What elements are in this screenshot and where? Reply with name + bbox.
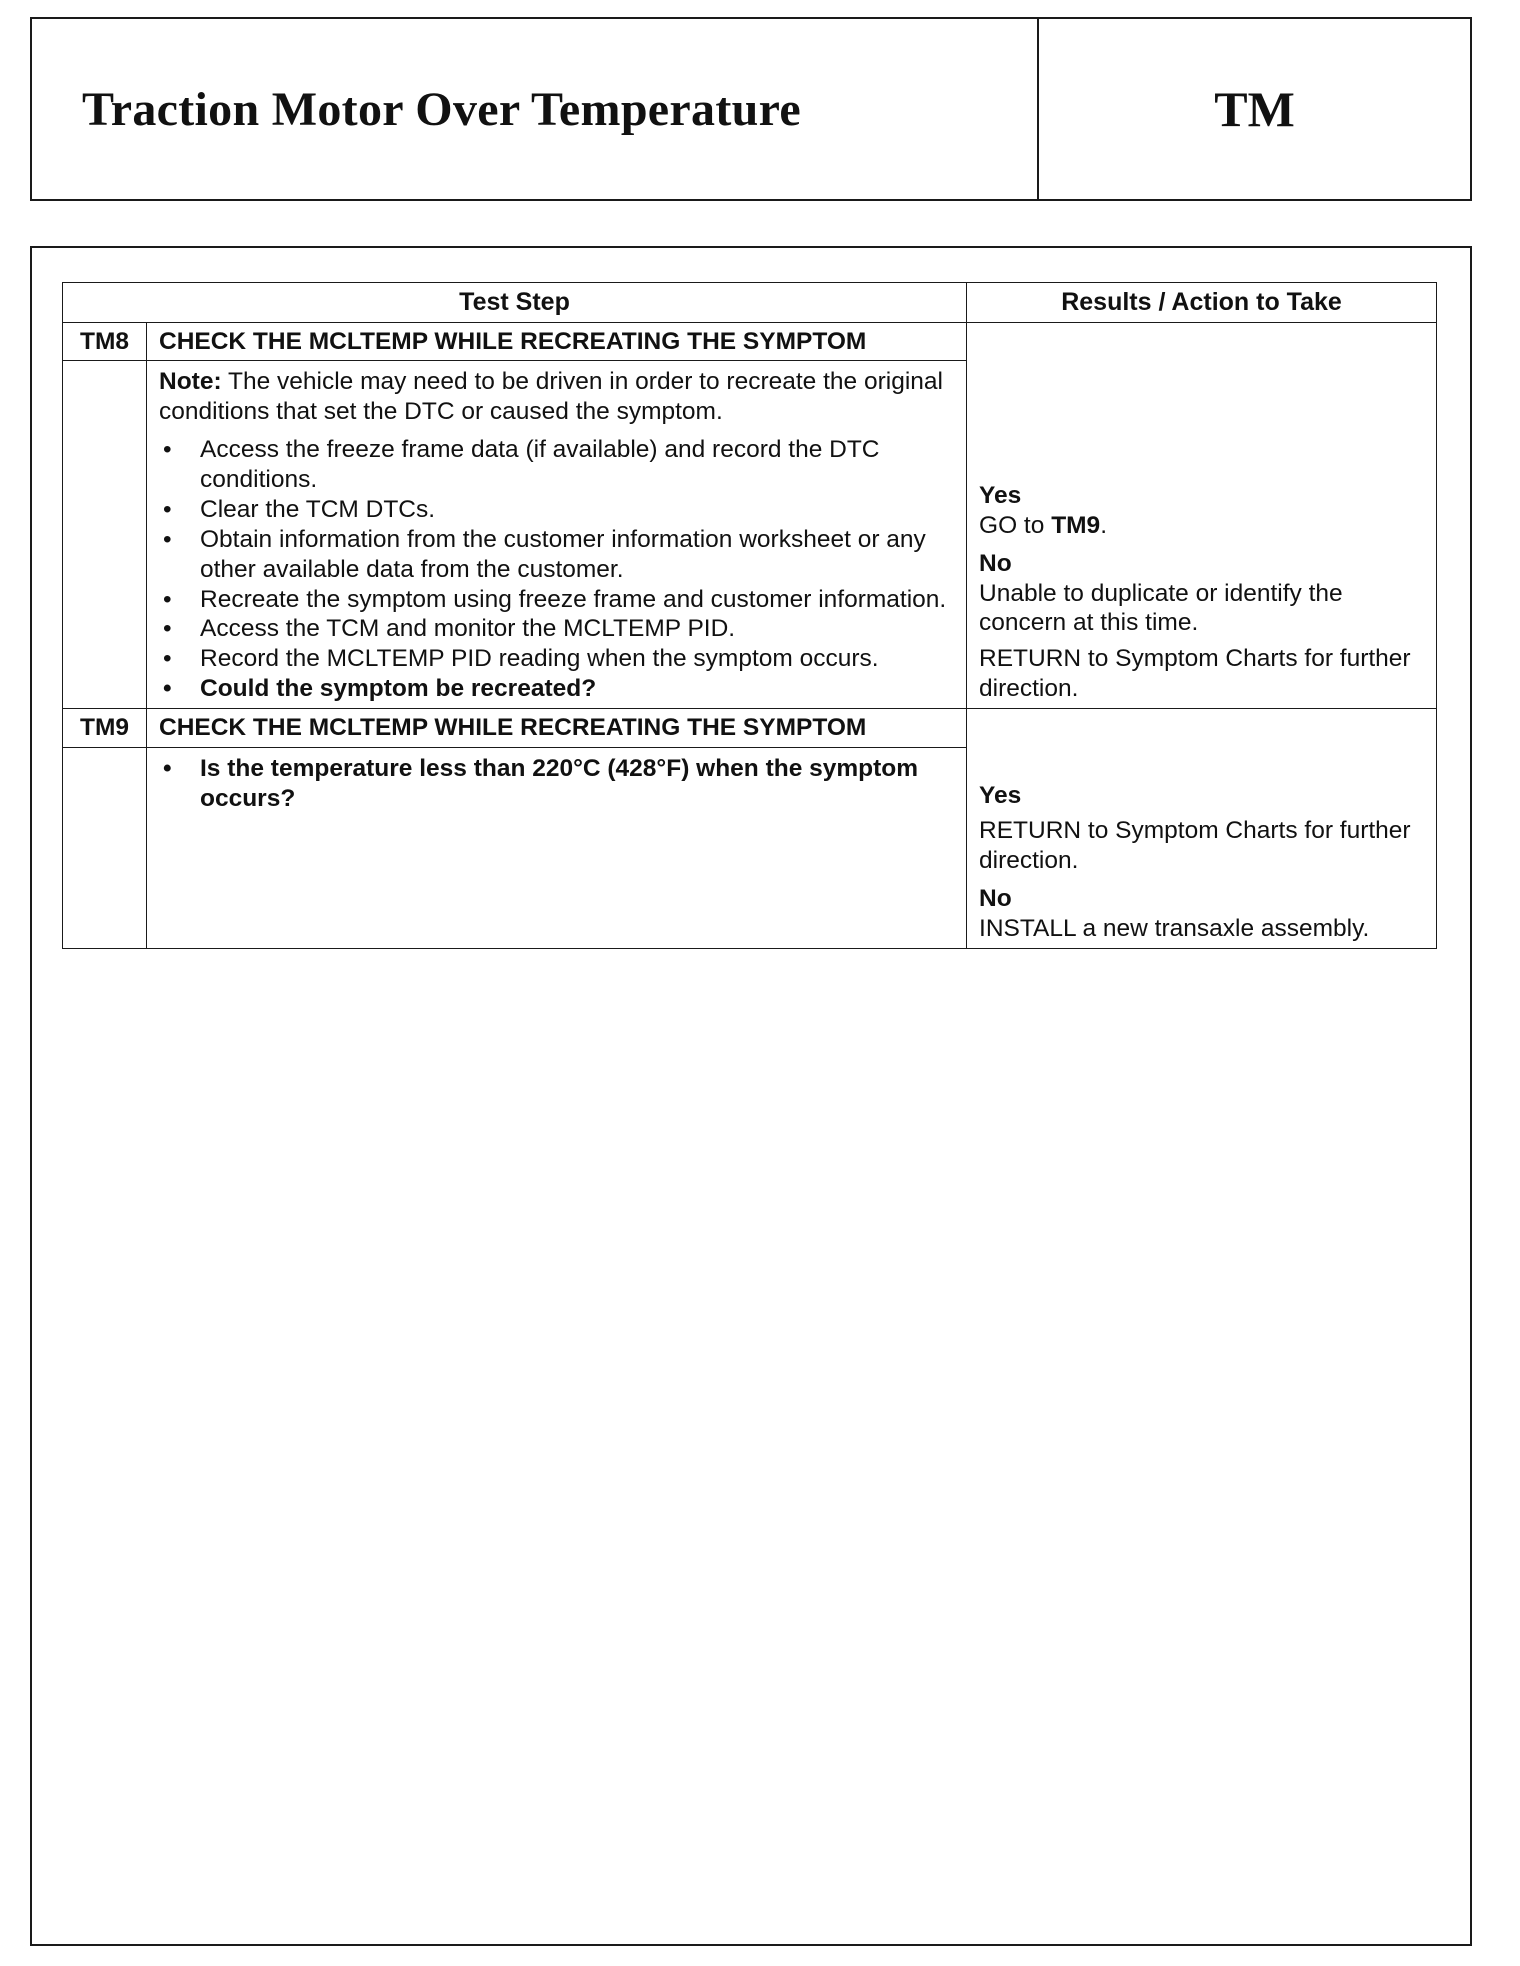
step-body-tm8 xyxy=(147,361,967,709)
tm8-yes-label: Yes xyxy=(979,481,1022,509)
results-tm9 xyxy=(967,709,1437,949)
tm9-no-label: No xyxy=(979,885,1012,913)
page-header xyxy=(30,17,1472,201)
tm9-yes-label: Yes xyxy=(979,781,1022,809)
tm8-yes-prefix: GO to xyxy=(979,511,1052,539)
tm8-note-label: Note: xyxy=(159,368,222,396)
tm8-note xyxy=(159,367,948,427)
tm8-bullet-list xyxy=(159,435,948,704)
page-title: Traction Motor Over Temperature xyxy=(82,82,801,136)
tm9-yes-text: RETURN to Symptom Charts for further direction. xyxy=(979,817,1411,875)
step-title-tm9: CHECK THE MCLTEMP WHILE RECREATING THE SYMPTOM xyxy=(147,709,967,748)
column-header-test-step: Test Step xyxy=(63,283,967,323)
step-tm8-title-row xyxy=(63,322,1437,361)
tm8-no-label: No xyxy=(979,549,1012,577)
tm8-yes-suffix: . xyxy=(1100,511,1107,539)
step-id-tm8: TM8 xyxy=(63,322,147,361)
header-title-cell xyxy=(32,19,1039,199)
tm8-yes-text xyxy=(979,511,1426,541)
step-title-tm8: CHECK THE MCLTEMP WHILE RECREATING THE SYMPTOM xyxy=(147,322,967,361)
tm9-bullet-list xyxy=(159,754,948,814)
tm8-no-text-1: Unable to duplicate or identify the concern at this time. xyxy=(979,579,1343,637)
step-id-tm8-blank xyxy=(63,361,147,709)
step-tm9-title-row xyxy=(63,709,1437,748)
content-frame xyxy=(30,246,1472,1946)
column-header-results: Results / Action to Take xyxy=(967,283,1437,323)
section-code: TM xyxy=(1214,81,1295,137)
tm8-yes-target: TM9 xyxy=(1051,511,1101,539)
list-item: • Record the MCLTEMP PID reading when the symptom occurs. xyxy=(159,644,948,674)
list-item: • Recreate the symptom using freeze frame and customer information. xyxy=(159,585,948,615)
step-id-tm9: TM9 xyxy=(63,709,147,748)
list-item: • Access the TCM and monitor the MCLTEMP PID. xyxy=(159,614,948,644)
list-item: • Obtain information from the customer information worksheet or any other available data from the customer. xyxy=(159,525,948,585)
tm9-no-text: INSTALL a new transaxle assembly. xyxy=(979,915,1370,942)
tm8-question: • Could the symptom be recreated? xyxy=(159,674,948,704)
tm9-question: • Is the temperature less than 220°C (428°F) when the symptom occurs? xyxy=(159,754,948,814)
list-item: • Access the freeze frame data (if available) and record the DTC conditions. xyxy=(159,435,948,495)
step-id-tm9-blank xyxy=(63,747,147,948)
results-tm8 xyxy=(967,322,1437,709)
tm8-no-text-2: RETURN to Symptom Charts for further direction. xyxy=(979,645,1411,703)
table-header-row xyxy=(63,283,1437,323)
header-code-cell xyxy=(1039,19,1470,199)
tm8-note-text: The vehicle may need to be driven in order to recreate the original conditions that set the DTC or caused the symptom. xyxy=(159,368,943,426)
step-body-tm9 xyxy=(147,747,967,948)
test-step-table xyxy=(62,282,1437,949)
list-item: • Clear the TCM DTCs. xyxy=(159,495,948,525)
